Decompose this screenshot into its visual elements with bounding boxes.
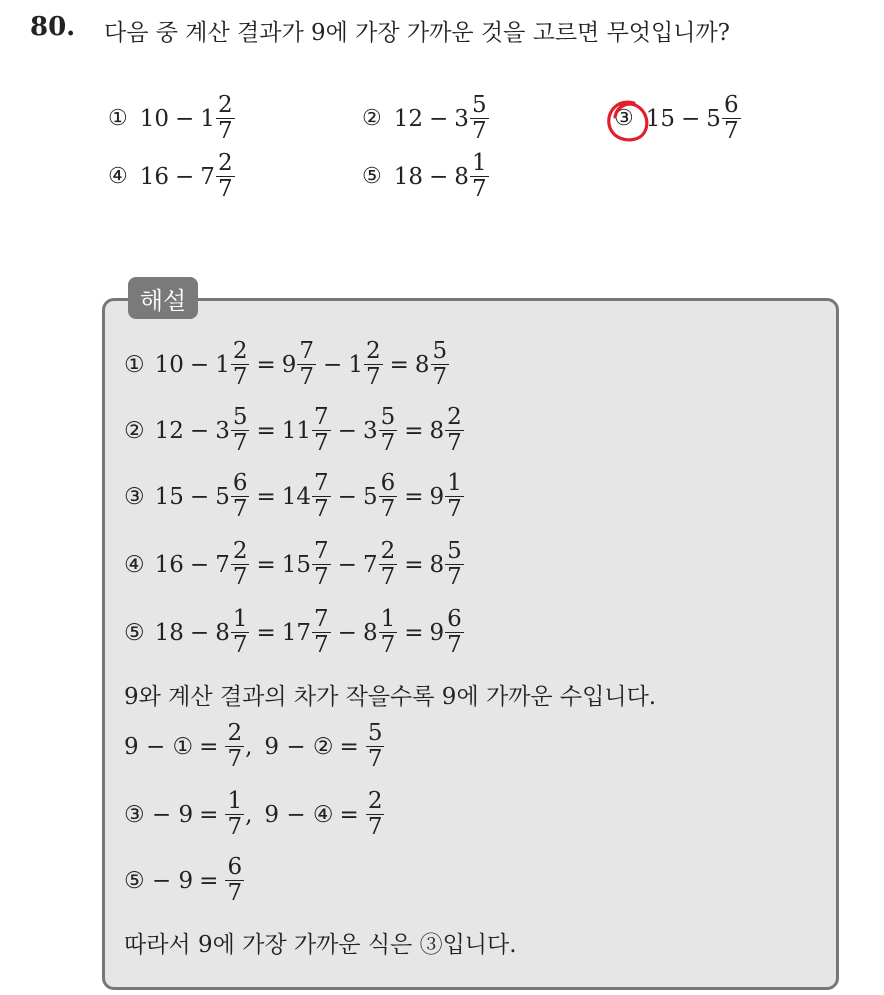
question-number: 80. — [30, 12, 76, 42]
diff-denominator: 7 — [367, 746, 383, 772]
option-denominator: 7 — [471, 118, 487, 144]
diff-expr: 9 − ① — [124, 733, 194, 760]
row-denominator: 7 — [380, 430, 396, 456]
solution-tag: 해설 — [128, 277, 198, 319]
row-numerator: 5 — [447, 538, 462, 564]
option-2[interactable] — [362, 94, 490, 143]
option-denominator: 7 — [471, 176, 487, 202]
row-int: 5 — [215, 483, 230, 510]
option-int: 5 — [706, 105, 721, 132]
minus-sign: − — [429, 105, 449, 132]
row-marker: ① — [124, 351, 145, 378]
row-numerator: 7 — [314, 404, 329, 430]
row-numerator: 7 — [299, 338, 315, 364]
row-whole: 15 — [154, 483, 184, 510]
row-numerator: 5 — [380, 404, 396, 430]
row-denominator: 7 — [447, 496, 462, 522]
row-denominator: 7 — [447, 564, 462, 590]
option-5[interactable] — [362, 152, 490, 201]
row-denominator: 7 — [380, 632, 396, 658]
row-marker: ③ — [124, 483, 145, 510]
option-numerator: 5 — [471, 92, 487, 118]
row-whole: 12 — [154, 417, 184, 444]
diff-line-2: ③ − 9 = $\frac{1}{7}$ , 9 − ④ = $\frac{2}{7}$ — [124, 788, 383, 840]
row-numerator: 7 — [314, 470, 329, 496]
option-denominator: 7 — [217, 118, 233, 144]
solution-row: ① 10 − 1 $\frac{2}{7}$ = 9 $\frac{7}{7}$ − 1 $\frac{2}{7}$ = 8 $\frac{5}{7}$ — [124, 338, 448, 390]
row-numerator: 7 — [314, 538, 329, 564]
option-int: 3 — [454, 105, 469, 132]
option-4[interactable] — [108, 152, 236, 201]
diff-expr: 9 − ② — [264, 733, 334, 760]
row-int: 7 — [362, 551, 378, 578]
solution-row: ③ 15 − 5 $\frac{6}{7}$ = 14 $\frac{7}{7}$ − 5 $\frac{6}{7}$ = 9 $\frac{1}{7}$ — [124, 470, 462, 522]
minus-sign: − — [681, 105, 701, 132]
row-numerator: 2 — [232, 538, 248, 564]
option-marker: ② — [362, 106, 382, 131]
option-marker: ① — [108, 106, 128, 131]
option-int: 7 — [200, 163, 215, 190]
explanation-text: 9와 계산 결과의 차가 작을수록 9에 가까운 수입니다. — [124, 684, 657, 710]
option-whole: 10 — [139, 105, 170, 132]
diff-expr: ⑤ − 9 — [124, 867, 194, 894]
solution-row: ⑤ 18 − 8 $\frac{1}{7}$ = 17 $\frac{7}{7}$ − 8 $\frac{1}{7}$ = 9 $\frac{6}{7}$ — [124, 606, 462, 658]
option-numerator: 6 — [723, 92, 739, 118]
row-denominator: 7 — [232, 496, 248, 522]
option-whole: 15 — [645, 105, 676, 132]
row-numerator: 2 — [232, 338, 248, 364]
option-1[interactable] — [108, 94, 236, 143]
minus-sign: − — [175, 163, 195, 190]
row-result: 9 — [429, 619, 445, 646]
row-numerator: 2 — [380, 538, 396, 564]
row-numerator: 7 — [314, 606, 329, 632]
option-marker: ③ — [614, 106, 634, 131]
row-result: 9 — [429, 483, 445, 510]
row-denominator: 7 — [432, 364, 448, 390]
option-marker: ⑤ — [362, 164, 382, 189]
row-int: 3 — [362, 417, 378, 444]
row-numerator: 5 — [232, 404, 248, 430]
row-marker: ④ — [124, 551, 145, 578]
option-whole: 18 — [393, 163, 424, 190]
row-numerator: 1 — [380, 606, 396, 632]
diff-numerator: 2 — [227, 720, 243, 746]
conclusion-text: 따라서 9에 가장 가까운 식은 ③입니다. — [124, 932, 517, 958]
question-text: 다음 중 계산 결과가 9에 가장 가까운 것을 고르면 무엇입니까? — [104, 20, 730, 46]
row-denominator: 7 — [314, 564, 329, 590]
option-int: 8 — [454, 163, 469, 190]
row-int: 17 — [281, 619, 312, 646]
row-result: 8 — [429, 417, 445, 444]
row-denominator: 7 — [232, 632, 248, 658]
row-denominator: 7 — [380, 564, 396, 590]
diff-denominator: 7 — [367, 814, 383, 840]
row-denominator: 7 — [314, 430, 329, 456]
diff-expr: 9 − ④ — [264, 801, 334, 828]
row-int: 1 — [215, 351, 230, 378]
row-denominator: 7 — [232, 430, 248, 456]
minus-sign: − — [429, 163, 449, 190]
row-marker: ② — [124, 417, 145, 444]
minus-sign: − — [175, 105, 195, 132]
row-numerator: 5 — [432, 338, 448, 364]
row-marker: ⑤ — [124, 619, 145, 646]
row-int: 11 — [281, 417, 312, 444]
diff-denominator: 7 — [227, 880, 243, 906]
option-int: 1 — [200, 105, 215, 132]
row-denominator: 7 — [299, 364, 315, 390]
diff-expr: ③ − 9 — [124, 801, 194, 828]
row-int: 14 — [281, 483, 312, 510]
option-numerator: 2 — [217, 92, 233, 118]
row-denominator: 7 — [314, 496, 329, 522]
row-numerator: 2 — [447, 404, 462, 430]
diff-numerator: 2 — [367, 788, 383, 814]
option-numerator: 2 — [217, 150, 233, 176]
diff-numerator: 1 — [227, 788, 243, 814]
row-denominator: 7 — [365, 364, 381, 390]
row-result: 8 — [414, 351, 430, 378]
option-whole: 16 — [139, 163, 170, 190]
diff-numerator: 6 — [227, 854, 243, 880]
option-denominator: 7 — [217, 176, 233, 202]
solution-row: ② 12 − 3 $\frac{5}{7}$ = 11 $\frac{7}{7}$ − 3 $\frac{5}{7}$ = 8 $\frac{2}{7}$ — [124, 404, 462, 456]
option-denominator: 7 — [723, 118, 739, 144]
row-numerator: 1 — [232, 606, 248, 632]
row-denominator: 7 — [380, 496, 396, 522]
row-denominator: 7 — [447, 430, 462, 456]
row-int: 8 — [362, 619, 378, 646]
diff-denominator: 7 — [227, 814, 243, 840]
option-whole: 12 — [393, 105, 424, 132]
row-int: 3 — [215, 417, 230, 444]
row-whole: 16 — [154, 551, 184, 578]
row-int: 7 — [215, 551, 230, 578]
diff-line-3: ⑤ − 9 = $\frac{6}{7}$ — [124, 854, 243, 906]
option-numerator: 1 — [471, 150, 487, 176]
row-int: 1 — [348, 351, 363, 378]
row-denominator: 7 — [232, 564, 248, 590]
row-numerator: 1 — [447, 470, 462, 496]
diff-line-1: 9 − ① = $\frac{2}{7}$ , 9 − ② = $\frac{5}{7}$ — [124, 720, 383, 772]
solution-row: ④ 16 − 7 $\frac{2}{7}$ = 15 $\frac{7}{7}$ − 7 $\frac{2}{7}$ = 8 $\frac{5}{7}$ — [124, 538, 462, 590]
row-numerator: 6 — [232, 470, 248, 496]
selection-circle-icon — [604, 97, 652, 145]
diff-denominator: 7 — [227, 746, 243, 772]
row-numerator: 2 — [365, 338, 381, 364]
row-whole: 18 — [154, 619, 184, 646]
row-whole: 10 — [154, 351, 184, 378]
row-int: 9 — [281, 351, 297, 378]
row-int: 5 — [362, 483, 378, 510]
row-denominator: 7 — [314, 632, 329, 658]
row-result: 8 — [429, 551, 445, 578]
row-int: 8 — [215, 619, 230, 646]
row-numerator: 6 — [447, 606, 462, 632]
diff-numerator: 5 — [367, 720, 383, 746]
row-numerator: 6 — [380, 470, 396, 496]
row-denominator: 7 — [447, 632, 462, 658]
row-denominator: 7 — [232, 364, 248, 390]
option-marker: ④ — [108, 164, 128, 189]
row-int: 15 — [281, 551, 312, 578]
